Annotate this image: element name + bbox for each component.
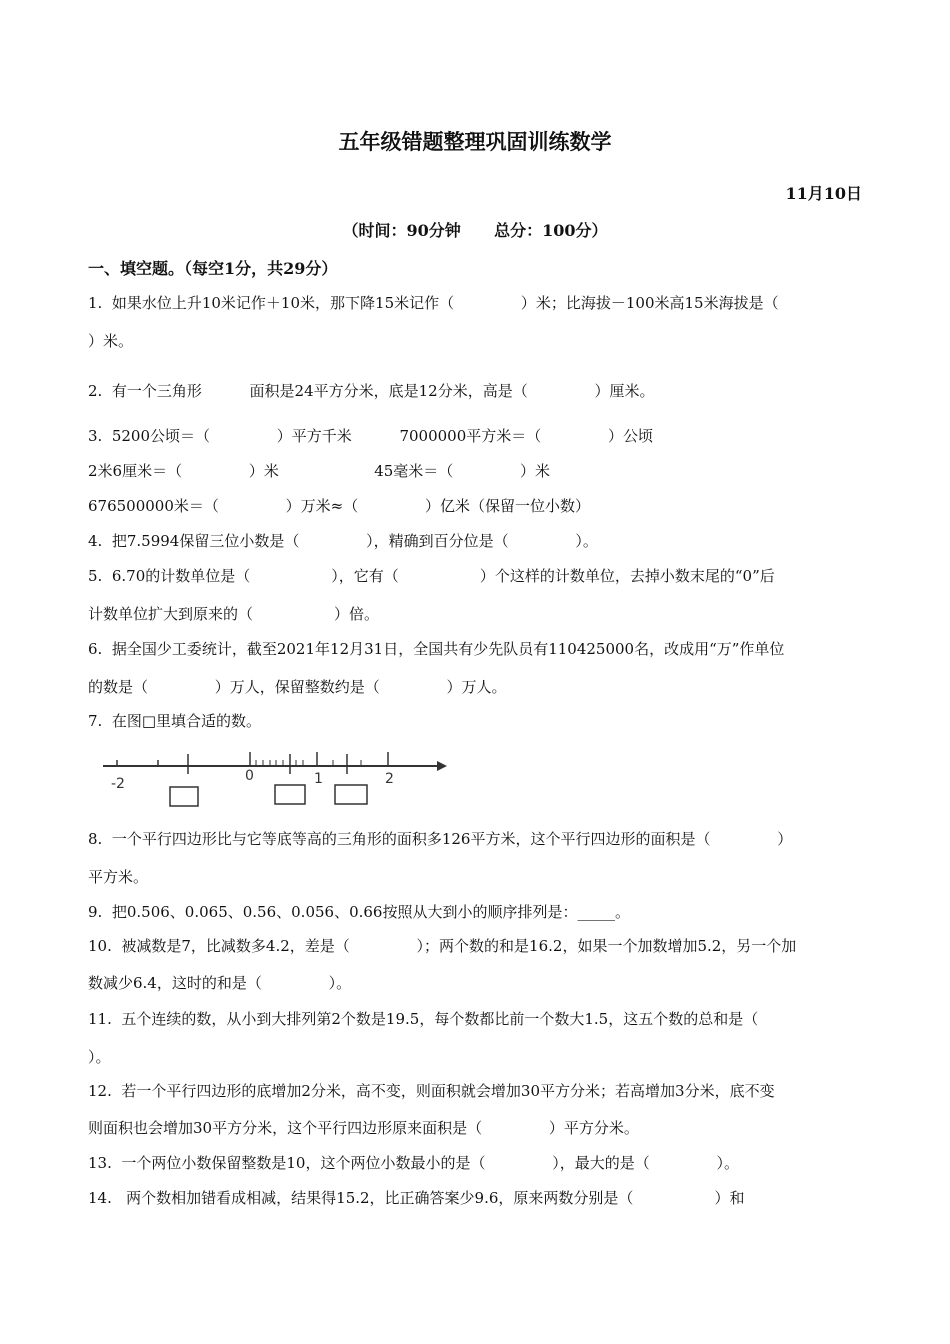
question-2: 2. 有一个三角形 面积是24平方分米，底是12分米，高是（ ）厘米。 bbox=[88, 382, 655, 400]
question-13: 13. 一个两位小数保留整数是10，这个两位小数最小的是（ ），最大的是（ ）。 bbox=[88, 1154, 739, 1172]
question-8-line-2: 平方米。 bbox=[88, 868, 149, 886]
question-12-line-1: 12. 若一个平行四边形的底增加2分米，高不变，则面积就会增加30平方分米；若高增加3分米，底不变 bbox=[88, 1082, 775, 1100]
number-line-svg bbox=[95, 740, 455, 810]
question-11-line-2: ）。 bbox=[88, 1048, 111, 1066]
number-line-arrowhead bbox=[437, 761, 447, 771]
question-9: 9. 把0.506、0.065、0.56、0.056、0.66按照从大到小的顺序排列是：_____。 bbox=[88, 903, 630, 921]
question-3-line-1: 3. 5200公顷＝（ ）平方千米 7000000平方米＝（ ）公顷 bbox=[88, 427, 654, 445]
time-score-info: （时间：90分钟 总分：100分） bbox=[342, 221, 608, 240]
label-0: 0 bbox=[245, 768, 254, 784]
question-10-line-1: 10. 被减数是7，比减数多4.2，差是（ ）；两个数的和是16.2，如果一个加数增加5.2，另一个加 bbox=[88, 937, 797, 955]
question-12-line-2: 则面积也会增加30平方分米，这个平行四边形原来面积是（ ）平方分米。 bbox=[88, 1119, 639, 1137]
date-label: 11月10日 bbox=[785, 184, 862, 203]
question-4: 4. 把7.5994保留三位小数是（ ），精确到百分位是（ ）。 bbox=[88, 532, 598, 550]
answer-box-2 bbox=[275, 785, 305, 804]
question-6-line-2: 的数是（ ）万人，保留整数约是（ ）万人。 bbox=[88, 678, 507, 696]
question-14: 14. 两个数相加错看成相减，结果得15.2，比正确答案少9.6，原来两数分别是（ ）和 bbox=[88, 1189, 745, 1207]
question-3-line-2: 2米6厘米＝（ ）米 45毫米＝（ ）米 bbox=[88, 462, 551, 480]
question-10-line-2: 数减少6.4，这时的和是（ ）。 bbox=[88, 974, 352, 992]
question-11-line-1: 11. 五个连续的数，从小到大排列第2个数是19.5，每个数都比前一个数大1.5，这五个数的总和是（ bbox=[88, 1010, 759, 1028]
label-2: 2 bbox=[385, 771, 394, 787]
label-1: 1 bbox=[314, 771, 323, 787]
question-3-line-3: 676500000米＝（ ）万米≈（ ）亿米（保留一位小数） bbox=[88, 497, 590, 515]
question-5-line-2: 计数单位扩大到原来的（ ）倍。 bbox=[88, 605, 380, 623]
section-heading-fill-blank: 一、填空题。（每空1分，共29分） bbox=[88, 259, 338, 278]
question-1-line-1: 1. 如果水位上升10米记作＋10米，那下降15米记作（ ）米；比海拔－100米高15米海拔是（ bbox=[88, 294, 779, 312]
number-line-figure bbox=[95, 740, 455, 810]
label-minus-2: -2 bbox=[111, 776, 125, 792]
page-title: 五年级错题整理巩固训练数学 bbox=[338, 129, 612, 154]
question-5-line-1: 5. 6.70的计数单位是（ ），它有（ ）个这样的计数单位，去掉小数末尾的“0”后 bbox=[88, 567, 775, 585]
answer-box-3 bbox=[335, 785, 367, 804]
question-7: 7. 在图□里填合适的数。 bbox=[88, 712, 262, 730]
question-8-line-1: 8. 一个平行四边形比与它等底等高的三角形的面积多126平方米，这个平行四边形的面积是（ ） bbox=[88, 830, 793, 848]
answer-box-1 bbox=[170, 787, 198, 806]
question-6-line-1: 6. 据全国少工委统计，截至2021年12月31日，全国共有少先队员有110425000名，改成用“万”作单位 bbox=[88, 640, 785, 658]
question-1-line-2: ）米。 bbox=[88, 332, 134, 350]
